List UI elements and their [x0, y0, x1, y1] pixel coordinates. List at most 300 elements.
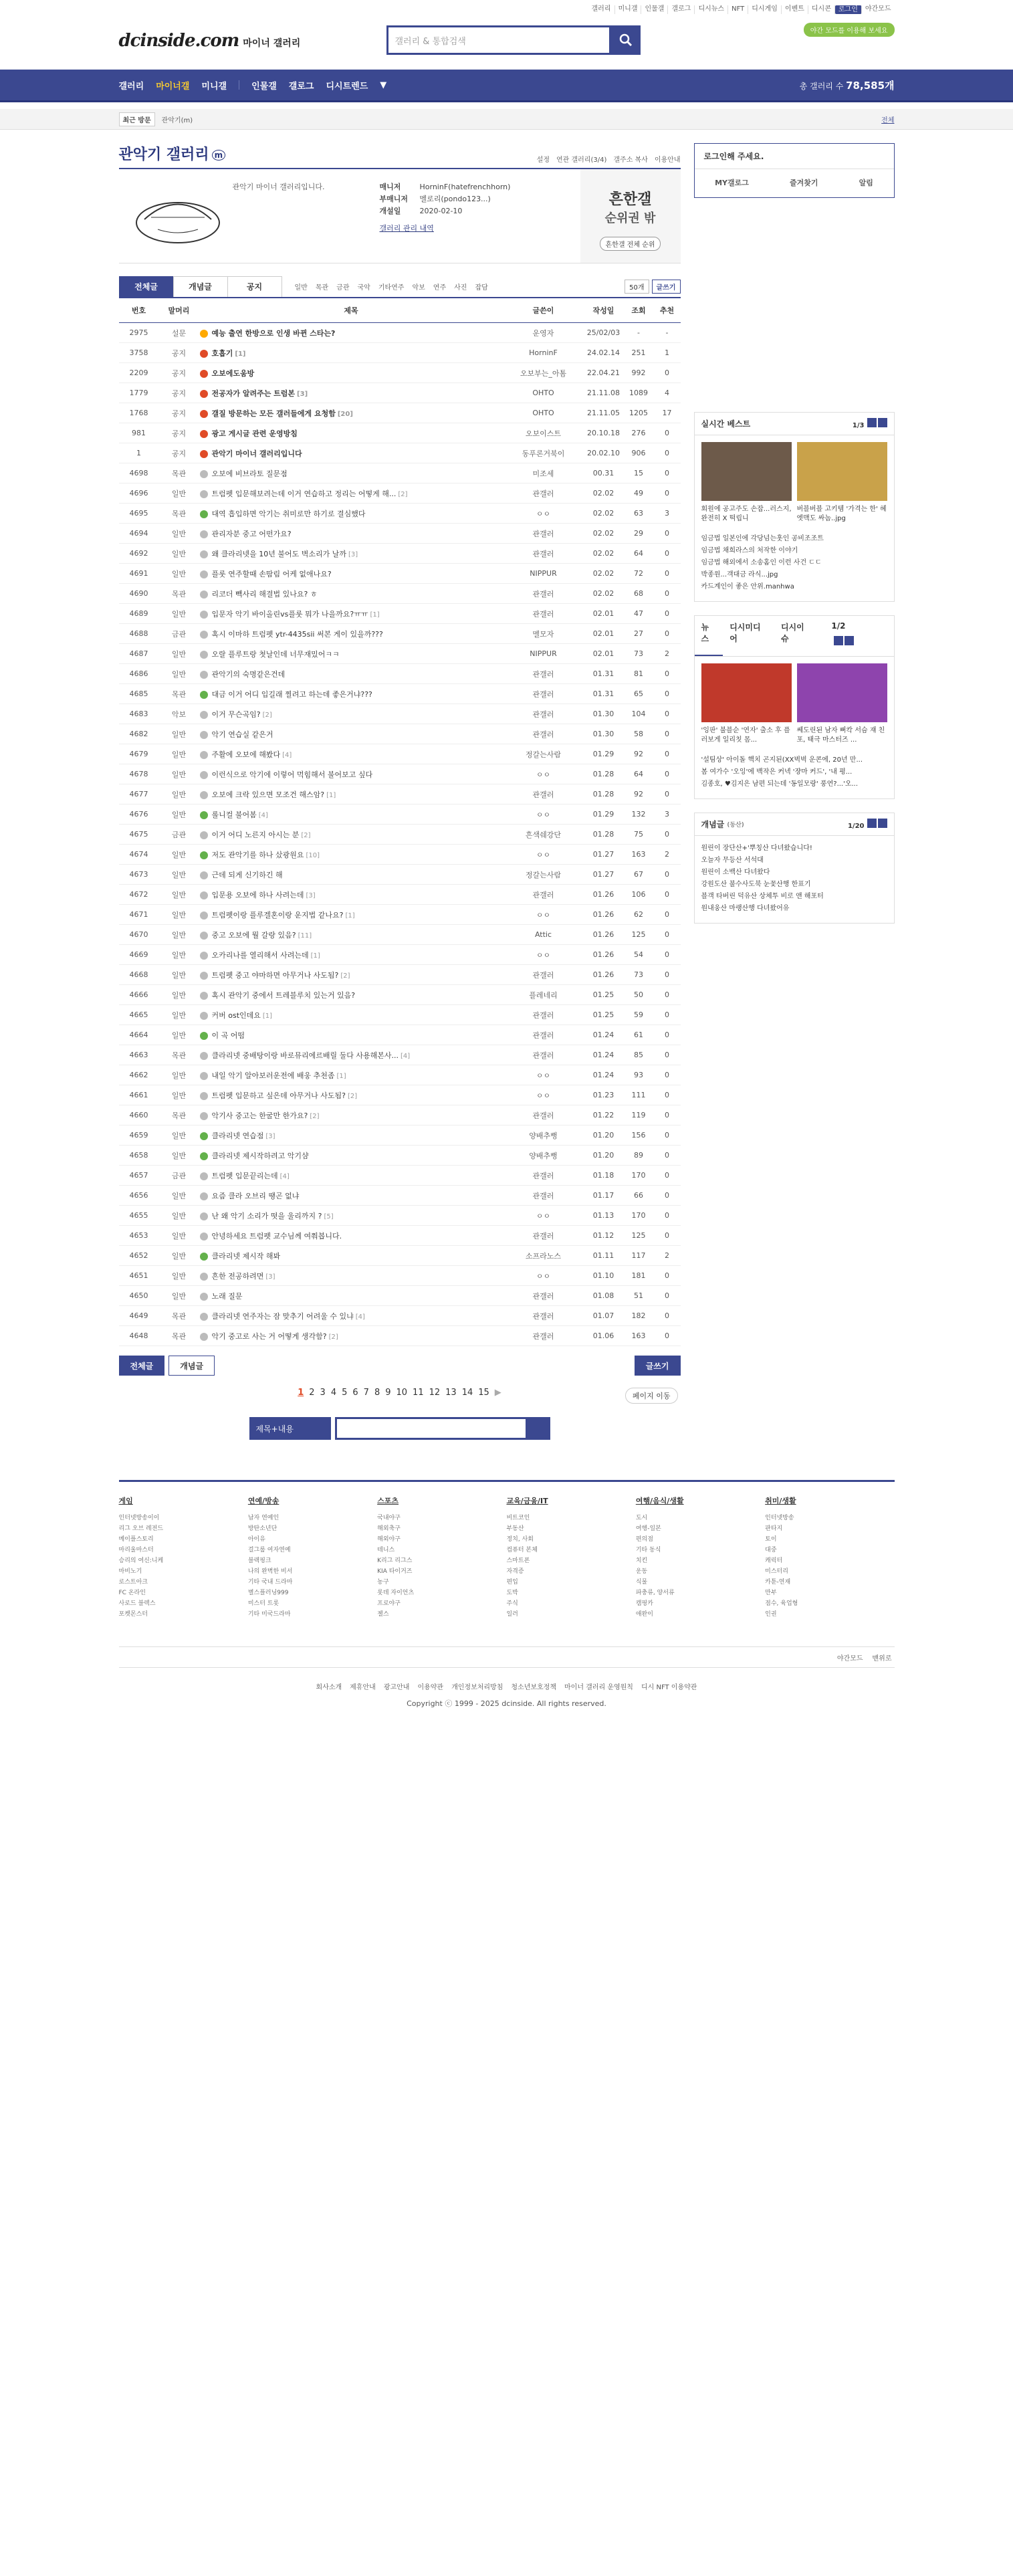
page-number[interactable]: 9 — [385, 1388, 391, 1398]
footer-category-link[interactable]: 인터넷방송 — [765, 1515, 794, 1521]
reply-count[interactable]: [5] — [324, 1212, 334, 1220]
page-number[interactable]: 15 — [478, 1388, 489, 1398]
search-type-select[interactable]: 제목+내용 — [249, 1417, 331, 1440]
footer-category-link[interactable]: 프로야구 — [377, 1600, 401, 1607]
post-writer[interactable]: OHTO — [503, 383, 584, 403]
footer-category-link[interactable]: 도시 — [635, 1515, 648, 1521]
post-subject[interactable] — [199, 1146, 503, 1166]
post-title[interactable]: 클라리넷 연주자는 잠 맞추기 어려울 수 있냐 — [211, 1311, 354, 1321]
post-subject[interactable] — [199, 885, 503, 905]
page-number[interactable]: 7 — [363, 1388, 369, 1398]
tab-1[interactable]: 개념글 — [173, 276, 228, 297]
page-number[interactable]: 10 — [396, 1388, 408, 1398]
footer-category-title[interactable]: 스포츠 — [377, 1497, 399, 1505]
post-writer[interactable]: 멜모자 — [503, 624, 584, 644]
footer-category-link[interactable]: 정치, 사회 — [506, 1536, 534, 1543]
post-title[interactable]: 저도 관악기를 하나 샀광원요 — [211, 850, 304, 859]
post-writer[interactable]: 관갤러 — [503, 724, 584, 744]
top-link[interactable]: 갤로그 — [668, 5, 695, 14]
post-title[interactable]: 관리자분 중고 어떤가요? — [211, 529, 292, 538]
post-subject[interactable] — [199, 423, 503, 443]
table-row[interactable] — [119, 1146, 681, 1166]
footer-category-link[interactable]: 캐릭터 — [765, 1558, 783, 1564]
table-row[interactable] — [119, 1065, 681, 1085]
reply-count[interactable]: [2] — [328, 1333, 338, 1341]
footer-category-link[interactable]: 나의 완벽한 비서 — [247, 1568, 293, 1575]
table-row[interactable] — [119, 704, 681, 724]
page-number[interactable]: 3 — [320, 1388, 326, 1398]
table-row[interactable] — [119, 945, 681, 965]
post-title[interactable]: 트럼펫 중고 야마하면 아무거나 사도됨? — [211, 970, 339, 980]
post-writer[interactable]: ㅇㅇ — [503, 845, 584, 865]
post-subject[interactable] — [199, 1125, 503, 1146]
concept-posts-button[interactable]: 개념글 — [168, 1356, 215, 1376]
post-writer[interactable]: 관갤러 — [503, 1226, 584, 1246]
recent-visit-item[interactable]: 관악기(m) — [161, 116, 193, 124]
reply-count[interactable]: [4] — [282, 751, 292, 759]
post-writer[interactable]: 관갤러 — [503, 965, 584, 985]
head-filter[interactable]: 기타연주 — [378, 284, 405, 292]
next-arrow-icon[interactable] — [878, 819, 887, 828]
post-title[interactable]: 대금 이거 어디 입길래 찔려고 하는데 좋은거냐??? — [211, 689, 372, 699]
post-subject[interactable] — [199, 624, 503, 644]
page-number[interactable]: 1 — [298, 1388, 304, 1398]
post-subject[interactable] — [199, 584, 503, 604]
tab-2[interactable]: 공지 — [227, 276, 282, 297]
post-subject[interactable] — [199, 684, 503, 704]
reply-count[interactable]: [2] — [262, 711, 272, 719]
prev-arrow-icon[interactable] — [834, 636, 843, 645]
top-link[interactable]: 이벤트 — [782, 5, 808, 14]
page-number[interactable]: 13 — [445, 1388, 457, 1398]
footer-category-link[interactable]: 해외야구 — [377, 1536, 401, 1543]
footer-category-title[interactable]: 연예/방송 — [247, 1497, 279, 1505]
table-row[interactable] — [119, 1306, 681, 1326]
post-subject[interactable] — [199, 323, 503, 343]
post-title[interactable]: 요즘 클라 오브리 땡곤 없냐 — [211, 1191, 300, 1200]
footer-link[interactable]: 디시 NFT 이용약관 — [641, 1684, 697, 1691]
footer-category-link[interactable]: 리그 오브 레전드 — [118, 1525, 164, 1532]
table-row[interactable] — [119, 1186, 681, 1206]
per-page-select[interactable]: 50개 — [625, 280, 649, 294]
nav-item[interactable]: 마이너갤 — [156, 81, 190, 92]
footer-category-link[interactable]: 남자 연예인 — [247, 1515, 279, 1521]
list-item[interactable]: 카드계인이 좋은 안위.manhwa — [701, 583, 794, 591]
write-button[interactable]: 글쓰기 — [635, 1356, 681, 1376]
footer-category-link[interactable]: 식물 — [635, 1579, 648, 1586]
table-row[interactable] — [119, 423, 681, 443]
reply-count[interactable]: [3] — [265, 1132, 275, 1140]
post-writer[interactable]: Attic — [503, 925, 584, 945]
post-title[interactable]: 오카리나를 열리해서 사려는데 — [211, 950, 309, 960]
post-writer[interactable]: 운영자 — [503, 323, 584, 343]
footer-category-link[interactable]: 부동산 — [506, 1525, 524, 1532]
table-row[interactable] — [119, 1125, 681, 1146]
footer-link[interactable]: 회사소개 — [316, 1684, 342, 1691]
post-subject[interactable] — [199, 1206, 503, 1226]
reply-count[interactable]: [4] — [355, 1313, 365, 1321]
post-title[interactable]: 광고 게시글 관련 운영방침 — [211, 429, 298, 438]
page-number[interactable]: 8 — [374, 1388, 380, 1398]
post-title[interactable]: 트럼펫이랑 플루겔혼이랑 운지법 같나요? — [211, 910, 344, 920]
footer-category-link[interactable]: 걸그룹 여자연예 — [247, 1547, 291, 1553]
footer-category-link[interactable]: 캠핑카 — [635, 1600, 653, 1607]
board-search-button[interactable] — [528, 1417, 550, 1440]
list-item[interactable]: 원내웅산 마랭산행 다녀왔어유 — [701, 905, 790, 912]
footer-category-link[interactable]: K리그 리그스 — [377, 1558, 413, 1564]
footer-category-link[interactable]: 포켓몬스터 — [118, 1611, 148, 1618]
footer-category-link[interactable]: 비트코인 — [506, 1515, 530, 1521]
footer-category-link[interactable]: 애완이 — [635, 1611, 653, 1618]
table-row[interactable] — [119, 664, 681, 684]
page-number[interactable]: 5 — [342, 1388, 348, 1398]
footer-category-link[interactable]: 롯데 자이언츠 — [377, 1590, 415, 1596]
page-number[interactable]: 6 — [352, 1388, 358, 1398]
table-row[interactable] — [119, 724, 681, 744]
post-writer[interactable]: 관갤러 — [503, 604, 584, 624]
login-menu-item[interactable]: 즐겨찾기 — [790, 179, 818, 187]
post-writer[interactable]: 흔색쉐강단 — [503, 825, 584, 845]
table-row[interactable] — [119, 1045, 681, 1065]
post-writer[interactable]: 관갤러 — [503, 1286, 584, 1306]
post-title[interactable]: 악기 연습실 같은거 — [211, 730, 273, 739]
footer-category-title[interactable]: 여행/음식/생활 — [635, 1497, 684, 1505]
table-row[interactable] — [119, 443, 681, 463]
footer-category-link[interactable]: KIA 타이거즈 — [377, 1568, 413, 1575]
news-thumb[interactable]: 쎄도린된 남자 뻐칵 서슴 쟤 친포, 태극 마스터즈 ... — [797, 663, 887, 745]
post-subject[interactable] — [199, 784, 503, 804]
admin-log-link[interactable]: 갤러리 관리 내역 — [379, 224, 434, 233]
list-item[interactable]: 임금법 채희라스의 처작한 이야기 — [701, 547, 798, 554]
head-filter[interactable]: 사진 — [454, 284, 467, 292]
post-title[interactable]: 전공자가 알려주는 트럼본 — [211, 389, 296, 398]
table-row[interactable] — [119, 1246, 681, 1266]
post-subject[interactable] — [199, 985, 503, 1005]
footer-category-link[interactable]: 테니스 — [377, 1547, 395, 1553]
list-item[interactable]: 블객 타버린 덕유산 상체투 비로 앤 해포터 — [701, 893, 824, 900]
post-subject[interactable] — [199, 1326, 503, 1346]
reply-count[interactable]: [1] — [262, 1012, 273, 1020]
login-menu-item[interactable]: 알림 — [859, 179, 873, 187]
post-title[interactable]: 클라리넷 연습점 — [211, 1131, 264, 1140]
footer-link[interactable]: 청소년보호정책 — [511, 1684, 556, 1691]
post-title[interactable]: 악기사 중고는 한굴만 한가요? — [211, 1111, 308, 1120]
post-title[interactable]: 주활에 오보에 해봤다 — [211, 750, 281, 759]
post-subject[interactable] — [199, 905, 503, 925]
footer-category-link[interactable]: 미스터 트롯 — [247, 1600, 279, 1607]
footer-category-link[interactable]: 인터넷방송이이 — [118, 1515, 160, 1521]
post-subject[interactable] — [199, 484, 503, 504]
post-writer[interactable]: 관갤러 — [503, 524, 584, 544]
tab-0[interactable]: 전체글 — [119, 276, 174, 297]
footer-link[interactable]: 제휴안내 — [350, 1684, 376, 1691]
recent-visit-label[interactable]: 최근 방문 — [119, 112, 155, 126]
post-subject[interactable] — [199, 1105, 503, 1125]
post-subject[interactable] — [199, 1226, 503, 1246]
table-row[interactable] — [119, 504, 681, 524]
post-subject[interactable] — [199, 825, 503, 845]
table-row[interactable] — [119, 624, 681, 644]
table-row[interactable] — [119, 383, 681, 403]
footer-category-link[interactable]: 일러 — [506, 1611, 518, 1618]
post-title[interactable]: 난 왜 악기 소리가 떳을 울리까지 ? — [211, 1211, 322, 1220]
dark-mode-promo[interactable]: 야간 모드를 이용해 보세요 — [804, 23, 895, 37]
post-title[interactable]: 악기 중고로 사는 거 어떻게 생각함? — [211, 1331, 327, 1341]
head-filter[interactable]: 금관 — [336, 284, 350, 292]
post-writer[interactable]: 동푸론거북이 — [503, 443, 584, 463]
table-row[interactable] — [119, 363, 681, 383]
post-title[interactable]: 입문자 악기 바이올린vs플룻 뭐가 나을까요?ㅠㅠ — [211, 609, 368, 619]
post-writer[interactable]: 관갤러 — [503, 1186, 584, 1206]
post-writer[interactable]: 관갤러 — [503, 664, 584, 684]
footer-category-link[interactable]: 운동 — [635, 1568, 648, 1575]
post-writer[interactable]: ㅇㅇ — [503, 1206, 584, 1226]
post-subject[interactable] — [199, 945, 503, 965]
list-item[interactable]: 원린이 장단산+'뿌칭산 다녀왔습니다! — [701, 845, 812, 852]
post-subject[interactable] — [199, 1186, 503, 1206]
post-writer[interactable]: 관갤러 — [503, 584, 584, 604]
post-subject[interactable] — [199, 804, 503, 825]
post-writer[interactable]: 관갤러 — [503, 784, 584, 804]
login-menu-item[interactable]: MY갤로그 — [715, 179, 749, 187]
post-writer[interactable]: 관갤러 — [503, 1306, 584, 1326]
reply-count[interactable]: [4] — [279, 1172, 290, 1180]
reply-count[interactable]: [1] — [235, 350, 246, 358]
footer-category-link[interactable]: 기타 동식 — [635, 1547, 661, 1553]
post-subject[interactable] — [199, 1286, 503, 1306]
post-writer[interactable]: 관갤러 — [503, 684, 584, 704]
post-title[interactable]: 플룻 연주할때 손땀림 어케 없애나요? — [211, 569, 332, 578]
top-link[interactable]: 로그인 — [835, 5, 862, 14]
post-title[interactable]: 이런식으로 악기에 이렇어 먹힘해서 불어보고 싶다 — [211, 770, 373, 779]
table-row[interactable] — [119, 1226, 681, 1246]
list-item[interactable]: '설팀상' 아이돌 핵치 곤지된(XX벅벅 운콘에, 20년 만... — [701, 756, 863, 764]
post-writer[interactable]: NIPPUR — [503, 564, 584, 584]
table-row[interactable] — [119, 1085, 681, 1105]
post-title[interactable]: 클라리넷 제시작하려고 악기샴 — [211, 1151, 309, 1160]
post-subject[interactable] — [199, 724, 503, 744]
page-move-button[interactable]: 페이지 이동 — [625, 1388, 678, 1404]
recent-visit-all[interactable]: 전체 — [881, 116, 895, 124]
reply-count[interactable]: [1] — [370, 611, 380, 619]
footer-category-link[interactable]: 국내야구 — [377, 1515, 401, 1521]
post-title[interactable]: 안녕하세요 트럼펫 교수님께 여쭤봅니다. — [211, 1231, 342, 1241]
post-writer[interactable]: 양배추뻥 — [503, 1146, 584, 1166]
footer-category-link[interactable]: FC 온라인 — [118, 1590, 146, 1596]
post-title[interactable]: 클라리넷 중배탕이랑 바로뮤리에르배릴 둘다 사용해본사... — [211, 1051, 399, 1060]
table-row[interactable] — [119, 343, 681, 363]
list-item[interactable]: 임금법 일본인에 각당넘는훗인 공비조조트 — [701, 535, 824, 542]
search-button[interactable] — [611, 25, 641, 55]
post-subject[interactable] — [199, 1266, 503, 1286]
post-title[interactable]: 호흡기 — [211, 348, 233, 358]
table-row[interactable] — [119, 684, 681, 704]
post-title[interactable]: 오보에 크락 있으면 모조건 해스암? — [211, 790, 325, 799]
post-title[interactable]: 관악기의 숙명같은건데 — [211, 669, 286, 679]
site-logo[interactable] — [119, 31, 301, 51]
footer-category-link[interactable]: 편입 — [506, 1579, 518, 1586]
post-title[interactable]: 예능 출연 한방으로 인생 바뀐 스타는? — [211, 328, 336, 338]
table-row[interactable] — [119, 1025, 681, 1045]
post-writer[interactable]: 플레네리 — [503, 985, 584, 1005]
reply-count[interactable]: [11] — [298, 932, 312, 940]
reply-count[interactable]: [2] — [347, 1092, 358, 1100]
footer-category-link[interactable]: 아이유 — [247, 1536, 265, 1543]
post-title[interactable]: 흔한 전공하려면 — [211, 1271, 264, 1281]
footer-category-link[interactable]: 젤스 — [377, 1611, 389, 1618]
table-row[interactable] — [119, 885, 681, 905]
gallery-link[interactable]: 갤주소 복사 — [613, 156, 648, 164]
reply-count[interactable]: [2] — [310, 1112, 320, 1120]
post-subject[interactable] — [199, 604, 503, 624]
post-title[interactable]: 트럼펫 입문하고 싶은데 아무거나 사도됨? — [211, 1091, 346, 1100]
table-row[interactable] — [119, 403, 681, 423]
post-title[interactable]: 관악기 마이너 갤러리입니다 — [211, 449, 302, 458]
post-subject[interactable] — [199, 744, 503, 764]
news-tab[interactable]: 디시미디어 — [729, 623, 761, 643]
post-subject[interactable] — [199, 704, 503, 724]
table-row[interactable] — [119, 1286, 681, 1306]
nav-item[interactable]: 인물갤 — [251, 81, 277, 92]
post-subject[interactable] — [199, 1246, 503, 1266]
post-subject[interactable] — [199, 403, 503, 423]
post-writer[interactable]: 오보이스트 — [503, 423, 584, 443]
reply-count[interactable]: [1] — [326, 791, 336, 799]
table-row[interactable] — [119, 1166, 681, 1186]
write-button-top[interactable]: 글쓰기 — [652, 280, 681, 294]
reply-count[interactable]: [20] — [337, 410, 353, 418]
post-title[interactable]: 오랄 플루트랑 첫날인데 너무재밌어ㅋㅋ — [211, 649, 340, 659]
table-row[interactable] — [119, 764, 681, 784]
page-number[interactable]: 12 — [429, 1388, 441, 1398]
post-subject[interactable] — [199, 564, 503, 584]
reply-count[interactable]: [1] — [310, 952, 320, 960]
post-subject[interactable] — [199, 443, 503, 463]
footer-category-title[interactable]: 취미/생활 — [765, 1497, 796, 1505]
post-title[interactable]: 오보에도움방 — [211, 368, 255, 378]
table-row[interactable] — [119, 865, 681, 885]
reply-count[interactable]: [2] — [340, 972, 350, 980]
footer-category-link[interactable]: 파충류, 양서류 — [635, 1590, 675, 1596]
post-writer[interactable]: 관갤러 — [503, 1105, 584, 1125]
post-writer[interactable]: 관갤러 — [503, 1045, 584, 1065]
post-title[interactable]: 이거 무슨곡임? — [211, 710, 261, 719]
table-row[interactable] — [119, 925, 681, 945]
post-subject[interactable] — [199, 504, 503, 524]
table-row[interactable] — [119, 804, 681, 825]
footer-category-link[interactable]: 방탄소년단 — [247, 1525, 277, 1532]
post-title[interactable]: 중고 오보에 뭘 갈랑 있음? — [211, 930, 296, 940]
gallery-link[interactable]: 설정 — [536, 156, 550, 164]
footer-category-link[interactable]: 농구 — [377, 1579, 389, 1586]
news-thumb[interactable]: '잉판' 불블순 '연자' 출소 후 플러보게 일리칫 몸... — [701, 663, 792, 745]
post-title[interactable]: 왜 클라리넷을 10년 불어도 벽소리가 날까 — [211, 549, 346, 558]
dark-mode-link[interactable]: 야간모드 — [865, 5, 891, 13]
best-thumb[interactable]: 회원에 공고주도 손잡...러스지, 완전히 X 떡립니 — [701, 442, 792, 524]
post-writer[interactable]: 관갤러 — [503, 484, 584, 504]
page-number[interactable]: 2 — [309, 1388, 315, 1398]
table-row[interactable] — [119, 1206, 681, 1226]
page-number[interactable]: 11 — [413, 1388, 424, 1398]
post-subject[interactable] — [199, 965, 503, 985]
post-title[interactable]: 커버 ost인데요 — [211, 1010, 261, 1020]
post-title[interactable]: 클라리넷 제시작 해봐 — [211, 1251, 281, 1261]
footer-category-link[interactable]: 별스플러닝999 — [247, 1590, 289, 1596]
post-title[interactable]: 리코더 빽사리 해결법 있나요? ㅎ — [211, 589, 318, 599]
footer-category-title[interactable]: 게임 — [118, 1497, 133, 1505]
post-subject[interactable] — [199, 865, 503, 885]
post-subject[interactable] — [199, 343, 503, 363]
post-writer[interactable]: 관갤러 — [503, 885, 584, 905]
list-item[interactable]: 강원도산 불수사도북 눈꽃산행 한표기 — [701, 881, 811, 888]
post-writer[interactable]: 관갤러 — [503, 1025, 584, 1045]
nav-item[interactable]: 디시트렌드 — [326, 81, 368, 92]
table-row[interactable] — [119, 604, 681, 624]
table-row[interactable] — [119, 564, 681, 584]
head-filter[interactable]: 목관 — [315, 284, 329, 292]
footer-category-link[interactable]: 사로드 블렉스 — [118, 1600, 156, 1607]
table-row[interactable] — [119, 484, 681, 504]
dark-mode-toggle[interactable]: 야간모드 — [836, 1654, 863, 1662]
reply-count[interactable]: [2] — [301, 831, 311, 839]
page-number[interactable]: 14 — [461, 1388, 473, 1398]
post-subject[interactable] — [199, 1025, 503, 1045]
table-row[interactable] — [119, 985, 681, 1005]
post-subject[interactable] — [199, 644, 503, 664]
head-filter[interactable]: 악보 — [412, 284, 425, 292]
post-writer[interactable]: 관갤러 — [503, 704, 584, 724]
table-row[interactable] — [119, 1266, 681, 1286]
all-posts-button[interactable]: 전체글 — [119, 1356, 165, 1376]
footer-category-link[interactable]: 주식 — [506, 1600, 518, 1607]
list-item[interactable]: 원린이 소백산 다녀왔다 — [701, 869, 770, 876]
footer-category-link[interactable]: 치킨 — [635, 1558, 648, 1564]
best-thumb[interactable]: 버블버블 고키템 '가격는 한' 혜엣맥도 싸놈..jpg — [797, 442, 887, 524]
table-row[interactable] — [119, 784, 681, 804]
post-title[interactable]: 입문용 오보에 하나 사려는데 — [211, 890, 304, 899]
post-title[interactable]: 갤질 방문하는 모든 갤러들에게 요청함 — [211, 409, 336, 418]
post-writer[interactable]: 정갈는사람 — [503, 744, 584, 764]
footer-category-link[interactable]: 미스터리 — [765, 1568, 788, 1575]
footer-category-link[interactable]: 만부 — [765, 1590, 777, 1596]
post-writer[interactable]: 관갤러 — [503, 1005, 584, 1025]
reply-count[interactable]: [4] — [401, 1052, 411, 1060]
post-title[interactable]: 혹시 이마하 트럼펫 ytr-4435sii 써본 게이 있을까??? — [211, 629, 383, 639]
post-writer[interactable]: 관갤러 — [503, 1326, 584, 1346]
footer-link[interactable]: 개인정보처리방침 — [451, 1684, 503, 1691]
post-subject[interactable] — [199, 664, 503, 684]
top-link[interactable]: 미니갤 — [615, 5, 642, 14]
nav-item[interactable]: 미니갤 — [201, 81, 227, 92]
footer-category-link[interactable]: 토이 — [765, 1536, 777, 1543]
nav-item[interactable]: 갤러리 — [118, 81, 144, 92]
post-title[interactable]: 내일 악기 알아보러운전에 배웅 추천좀 — [211, 1071, 335, 1080]
list-item[interactable]: 오늘자 무등산 서석대 — [701, 857, 764, 864]
post-subject[interactable] — [199, 1085, 503, 1105]
post-writer[interactable]: ㅇㅇ — [503, 1085, 584, 1105]
post-writer[interactable]: 관갤러 — [503, 1166, 584, 1186]
post-subject[interactable] — [199, 1005, 503, 1025]
nav-item[interactable]: 갤로그 — [288, 81, 314, 92]
reply-count[interactable]: [3] — [306, 891, 316, 899]
post-subject[interactable] — [199, 925, 503, 945]
post-writer[interactable]: ㅇㅇ — [503, 764, 584, 784]
scroll-top-button[interactable]: 맨위로 — [872, 1654, 892, 1662]
next-page-icon[interactable]: ▶ — [494, 1388, 501, 1398]
reply-count[interactable]: [4] — [258, 811, 268, 819]
footer-link[interactable]: 광고안내 — [383, 1684, 410, 1691]
footer-category-link[interactable]: 기타 국내 드라마 — [247, 1579, 293, 1586]
